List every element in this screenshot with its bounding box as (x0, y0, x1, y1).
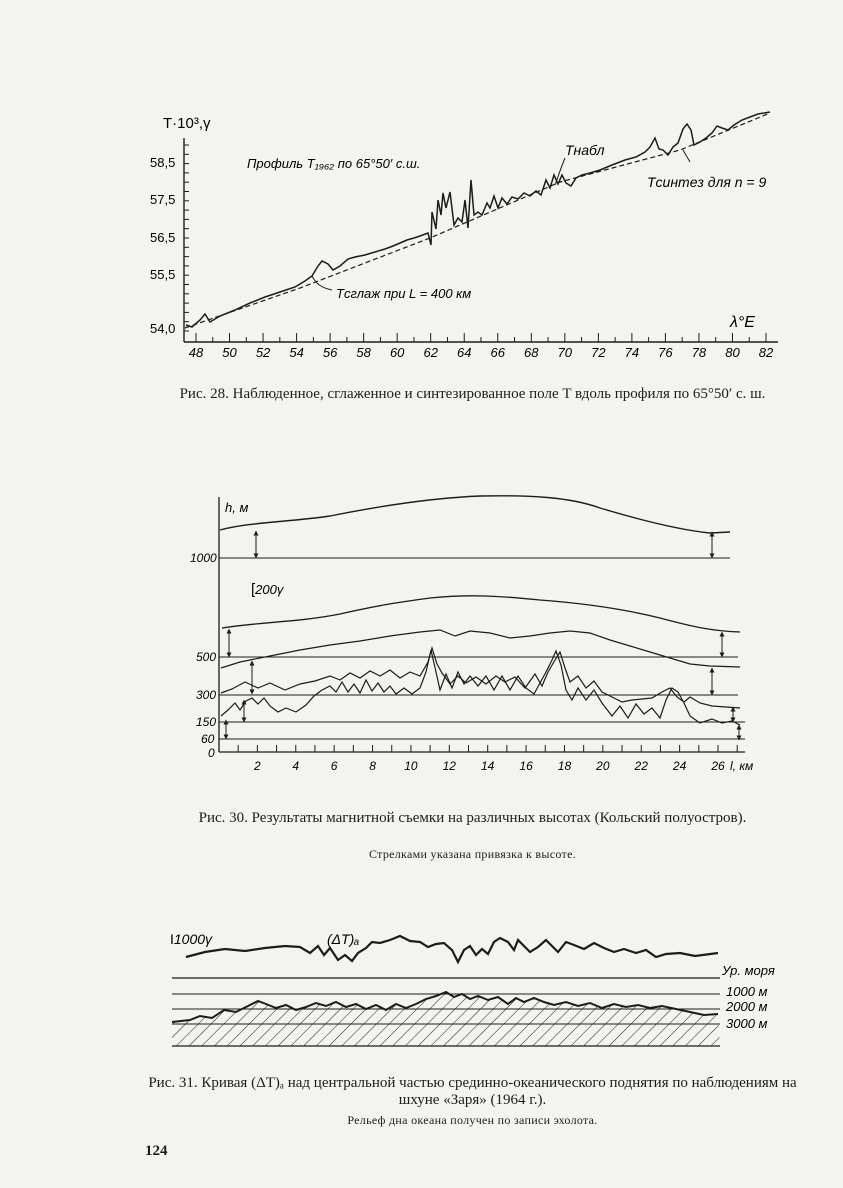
fig31-anomaly-curve (186, 936, 718, 962)
fig28-x-label: λ°E (730, 314, 755, 331)
fig28-y-tick-label: 58,5 (150, 155, 176, 170)
fig28-x-tick-label: 76 (658, 345, 673, 360)
fig30-y-tick-label: 150 (196, 715, 217, 729)
fig30-x-tick-label: 10 (404, 759, 418, 773)
fig31-note: Рельеф дна океана получен по записи эхолота. (347, 1113, 598, 1127)
figure-30 (0, 490, 843, 780)
fig30-note: Стрелками указана привязка к высоте. (368, 847, 576, 861)
fig30-x-label: l, км (730, 759, 754, 773)
fig28-x-tick-label: 50 (222, 345, 237, 360)
fig30-x-tick-label: 14 (481, 759, 495, 773)
figure-31 (0, 920, 843, 1052)
fig28-caption: Рис. 28. Наблюденное, сглаженное и синтезированное поле T вдоль профиля по 65°50′ с. ш. (179, 386, 766, 402)
fig31-level-label: 2000 м (726, 999, 768, 1014)
fig30-relief-curve (220, 496, 730, 533)
fig28-x-tick-label: 56 (322, 345, 338, 360)
fig30-y-tick-label: 60 (201, 732, 215, 746)
fig28-label-observed: Tнабл (565, 142, 605, 158)
page-number: 124 (145, 1143, 168, 1159)
figure-28 (0, 105, 843, 367)
fig28-y-tick-label: 57,5 (150, 192, 176, 207)
fig30-scale-label: [200γ (251, 581, 284, 598)
fig28-smoothed-curve (185, 113, 770, 328)
fig30-caption: Рис. 30. Результаты магнитной съемки на различных высотах (Кольский полуостров). (198, 810, 747, 826)
fig28-x-tick-label: 74 (624, 345, 640, 360)
fig31-seafloor-fill (172, 992, 720, 1046)
fig30-curve-1000m (222, 596, 740, 632)
fig30-x-tick-label: 18 (557, 759, 572, 773)
fig28-x-tick-labels (189, 345, 774, 360)
fig30-x-tick-label: 12 (442, 759, 456, 773)
fig28-x-tick-label: 68 (524, 345, 539, 360)
fig31-curve-label: (ΔT)ₐ (327, 931, 360, 947)
fig30-x-tick-label: 24 (672, 759, 687, 773)
fig28-x-tick-label: 48 (188, 345, 204, 360)
fig28-y-tick-label: 56,5 (150, 230, 176, 245)
fig28-title: Профиль T₁₉₆₂ по 65°50′ с.ш. (247, 156, 421, 171)
fig30-y-tick-label: 0 (208, 746, 215, 760)
fig28-x-tick-label: 64 (457, 345, 472, 360)
fig28-x-tick-label: 58 (356, 345, 371, 360)
fig31-level-label: 3000 м (726, 1016, 768, 1031)
fig28-x-tick-label: 66 (490, 345, 505, 360)
fig28-label-synthesized: Tсинтез для n = 9 (647, 174, 767, 190)
fig28-x-tick-marks (196, 333, 766, 342)
fig30-y-label: h, м (225, 500, 249, 515)
fig30-x-tick-label: 16 (519, 759, 533, 773)
fig30-x-tick-label: 22 (634, 759, 648, 773)
fig28-observed-curve (186, 112, 770, 327)
fig30-x-tick-label: 2 (254, 759, 261, 773)
fig30-y-tick-label: 300 (196, 688, 217, 702)
fig30-x-tick-label: 20 (596, 759, 610, 773)
fig31-caption: Рис. 31. Кривая (ΔT)ₐ над центральной частью срединно-океанического поднятия по наблюдениям на шхуне «Заря» (1964 г.). (148, 1075, 797, 1108)
fig30-y-tick-label: 1000 (190, 551, 217, 565)
fig31-level-label: 1000 м (726, 984, 768, 999)
fig28-y-tick-label: 55,5 (150, 267, 176, 282)
fig28-x-tick-label: 60 (389, 345, 405, 360)
fig30-x-tick-marks (238, 745, 737, 752)
fig28-x-tick-label: 82 (758, 345, 774, 360)
fig30-y-tick-label: 500 (196, 650, 217, 664)
fig30-x-tick-label: 6 (330, 759, 338, 773)
fig28-smooth-leader (312, 276, 332, 290)
fig28-x-tick-label: 52 (255, 345, 271, 360)
fig28-x-tick-label: 78 (691, 345, 707, 360)
fig28-y-tick-label: 54,0 (150, 321, 176, 336)
fig31-scale-label: I1000γ (170, 931, 213, 947)
fig28-label-smoothed: Tсглаж при L = 400 км (336, 286, 472, 301)
fig30-curve-150m (221, 650, 740, 725)
fig31-level-label: Ур. моря (722, 963, 775, 978)
fig28-x-tick-label: 62 (423, 345, 438, 360)
fig30-x-tick-label: 26 (711, 759, 725, 773)
fig30-x-tick-label: 4 (292, 759, 300, 773)
fig28-x-tick-label: 70 (557, 345, 573, 360)
fig28-x-tick-label: 80 (725, 345, 740, 360)
fig30-x-tick-labels (253, 759, 725, 773)
fig30-curve-500m (221, 630, 740, 668)
fig28-y-label: T·10³,γ (163, 115, 211, 132)
fig28-y-tick-marks (184, 145, 189, 331)
fig28-x-tick-label: 54 (289, 345, 304, 360)
fig28-synth-leader (683, 150, 690, 162)
fig30-x-tick-label: 8 (369, 759, 376, 773)
fig28-x-tick-label: 72 (591, 345, 606, 360)
